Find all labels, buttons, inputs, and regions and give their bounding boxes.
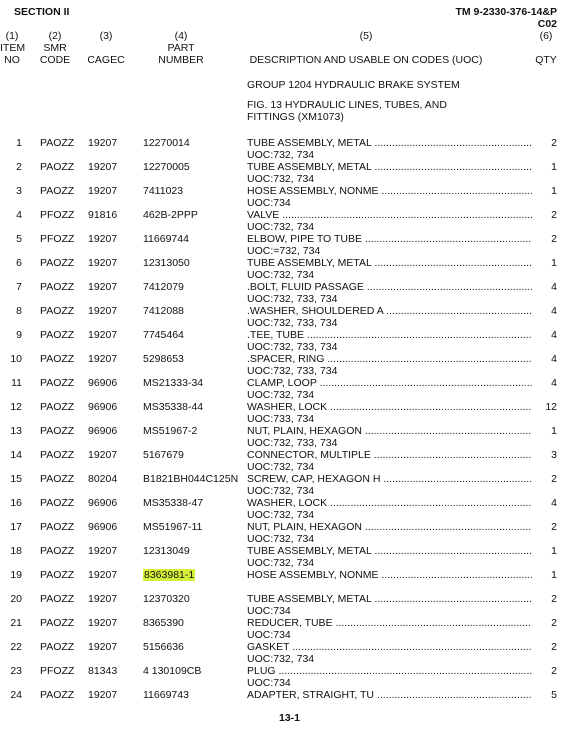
description (247, 281, 532, 293)
description (247, 545, 532, 557)
usable-on-code: UOC:732, 734 (247, 461, 315, 473)
usable-on-code: UOC:734 (247, 677, 291, 689)
group-block (247, 79, 460, 123)
cage-code: 19207 (88, 161, 118, 173)
quantity: 1 (551, 569, 557, 581)
part-number: 462B-2PPP (143, 209, 198, 221)
description-text: .BOLT, FLUID PASSAGE ..... (247, 281, 532, 293)
col-item-num: (1) (5, 30, 19, 42)
col-desc-header (226, 30, 506, 66)
item-number: 3 (16, 185, 22, 197)
tm-number: TM 9-2330-376-14&P (455, 6, 557, 18)
usable-on-code: UOC:732, 734 (247, 557, 315, 569)
smr-code: PAOZZ (40, 689, 75, 701)
description-text: .TEE, TUBE ..... (247, 329, 532, 341)
part-number: 12270014 (143, 137, 190, 149)
description-text: TUBE ASSEMBLY, METAL ..... (247, 545, 532, 557)
table-row (0, 329, 579, 353)
description-text: WASHER, LOCK ..... (247, 497, 532, 509)
smr-code: PAOZZ (40, 521, 75, 533)
part-number (143, 569, 195, 581)
description-text: HOSE ASSEMBLY, NONME ..... (247, 185, 532, 197)
quantity: 1 (551, 185, 557, 197)
description (247, 305, 532, 317)
smr-code: PAOZZ (40, 641, 75, 653)
quantity: 4 (551, 497, 557, 509)
description (247, 329, 532, 341)
cage-code: 19207 (88, 569, 118, 581)
table-row (0, 425, 579, 449)
part-number: 12270005 (143, 161, 190, 173)
part-number: MS21333-34 (143, 377, 204, 389)
cage-code: 96906 (88, 497, 118, 509)
smr-code: PAOZZ (40, 425, 75, 437)
cage-code: 19207 (88, 185, 118, 197)
quantity: 2 (551, 209, 557, 221)
quantity: 2 (551, 641, 557, 653)
item-number: 12 (10, 401, 22, 413)
smr-code: PFOZZ (40, 209, 75, 221)
col-desc-label: DESCRIPTION AND USABLE ON CODES (UOC) (249, 54, 483, 66)
usable-on-code: UOC:732, 734 (247, 509, 315, 521)
item-number: 14 (10, 449, 22, 461)
smr-code: PAOZZ (40, 185, 75, 197)
part-number: MS35338-44 (143, 401, 204, 413)
col-item-header (0, 30, 24, 66)
usable-on-code: UOC:733, 734 (247, 413, 315, 425)
table-row (0, 521, 579, 545)
description-text: TUBE ASSEMBLY, METAL ..... (247, 137, 532, 149)
col-cagec-num: (3) (99, 30, 113, 42)
table-row (0, 257, 579, 281)
table-row (0, 641, 579, 665)
table-row (0, 377, 579, 401)
description (247, 593, 532, 605)
item-number: 6 (16, 257, 22, 269)
item-number: 9 (16, 329, 22, 341)
item-number: 7 (16, 281, 22, 293)
change-number: C02 (537, 18, 557, 30)
quantity: 2 (551, 137, 557, 149)
usable-on-code: UOC:734 (247, 605, 291, 617)
item-number: 16 (10, 497, 22, 509)
smr-code: PFOZZ (40, 233, 75, 245)
description (247, 665, 532, 677)
usable-on-code: UOC:732, 734 (247, 653, 315, 665)
item-number: 1 (16, 137, 22, 149)
description-text: TUBE ASSEMBLY, METAL ..... (247, 593, 532, 605)
item-number: 22 (10, 641, 22, 653)
cage-code: 19207 (88, 257, 118, 269)
quantity: 2 (551, 617, 557, 629)
description (247, 257, 532, 269)
quantity: 4 (551, 353, 557, 365)
item-number: 2 (16, 161, 22, 173)
col-part-header (150, 30, 212, 66)
item-number: 5 (16, 233, 22, 245)
description-text: .SPACER, RING ..... (247, 353, 532, 365)
tm-header (455, 6, 557, 30)
description (247, 641, 532, 653)
description-text: WASHER, LOCK ..... (247, 401, 532, 413)
cage-code: 96906 (88, 377, 118, 389)
quantity: 4 (551, 281, 557, 293)
quantity: 4 (551, 377, 557, 389)
description (247, 401, 532, 413)
description (247, 137, 532, 149)
smr-code: PAOZZ (40, 377, 75, 389)
part-number: 11669744 (143, 233, 189, 245)
col-part-label: PART (167, 42, 195, 54)
smr-code: PAOZZ (40, 401, 75, 413)
smr-code: PAOZZ (40, 449, 75, 461)
table-row (0, 161, 579, 185)
cage-code: 19207 (88, 641, 118, 653)
smr-code: PAOZZ (40, 617, 75, 629)
quantity: 1 (551, 425, 557, 437)
quantity: 2 (551, 665, 557, 677)
table-row (0, 569, 579, 593)
highlighted-part-number: 8363981-1 (144, 569, 195, 581)
description-text: SCREW, CAP, HEXAGON H ..... (247, 473, 532, 485)
cage-code: 19207 (88, 233, 118, 245)
smr-code: PAOZZ (40, 569, 75, 581)
part-number: 7412088 (143, 305, 184, 317)
part-number: 12370320 (143, 593, 190, 605)
col-qty-header (528, 30, 564, 66)
item-number: 20 (10, 593, 22, 605)
description-text: REDUCER, TUBE ..... (247, 617, 532, 629)
col-smr-label: SMR (43, 42, 67, 54)
cage-code: 96906 (88, 401, 118, 413)
col-part-label2: NUMBER (158, 54, 204, 66)
table-row (0, 281, 579, 305)
item-number: 21 (10, 617, 22, 629)
section-label: SECTION II (14, 6, 70, 18)
table-row (0, 305, 579, 329)
description-text: TUBE ASSEMBLY, METAL ..... (247, 161, 532, 173)
part-number: 5156636 (143, 641, 184, 653)
usable-on-code: UOC:732, 733, 734 (247, 293, 338, 305)
col-item-label2: NO (4, 54, 20, 66)
item-number: 8 (16, 305, 22, 317)
description (247, 473, 532, 485)
cage-code: 19207 (88, 545, 118, 557)
smr-code: PAOZZ (40, 137, 75, 149)
quantity: 2 (551, 593, 557, 605)
column-headers (0, 30, 579, 70)
table-row (0, 185, 579, 209)
usable-on-code: UOC:732, 733, 734 (247, 317, 338, 329)
table-row (0, 617, 579, 641)
table-row (0, 545, 579, 569)
smr-code: PAOZZ (40, 257, 75, 269)
usable-on-code: UOC:734 (247, 197, 291, 209)
usable-on-code: UOC:734 (247, 629, 291, 641)
usable-on-code: UOC:732, 733, 734 (247, 437, 338, 449)
col-qty-num: (6) (539, 30, 553, 42)
smr-code: PAOZZ (40, 593, 75, 605)
cage-code: 19207 (88, 305, 118, 317)
cage-code: 19207 (88, 353, 118, 365)
description (247, 161, 532, 173)
item-number: 18 (10, 545, 22, 557)
table-row (0, 137, 579, 161)
description (247, 497, 532, 509)
smr-code: PAOZZ (40, 305, 75, 317)
item-number: 17 (10, 521, 22, 533)
cage-code: 96906 (88, 425, 118, 437)
usable-on-code: UOC:732, 734 (247, 533, 315, 545)
part-number: 11669743 (143, 689, 189, 701)
description-text: ADAPTER, STRAIGHT, TU ..... (247, 689, 532, 701)
description (247, 521, 532, 533)
quantity: 1 (551, 161, 557, 173)
smr-code: PAOZZ (40, 545, 75, 557)
smr-code: PAOZZ (40, 473, 75, 485)
smr-code: PAOZZ (40, 497, 75, 509)
item-number: 10 (10, 353, 22, 365)
part-number: MS35338-47 (143, 497, 204, 509)
table-row (0, 473, 579, 497)
item-number: 19 (10, 569, 22, 581)
cage-code: 19207 (88, 617, 118, 629)
quantity: 2 (551, 233, 557, 245)
part-number: B1821BH044C125N (143, 473, 239, 485)
item-number: 13 (10, 425, 22, 437)
description-text: VALVE ..... (247, 209, 532, 221)
usable-on-code: UOC:732, 734 (247, 269, 315, 281)
description (247, 209, 532, 221)
col-smr-label2: CODE (39, 54, 71, 66)
quantity: 1 (551, 257, 557, 269)
item-number: 23 (10, 665, 22, 677)
usable-on-code: UOC:732, 734 (247, 485, 315, 497)
description-text: PLUG ..... (247, 665, 532, 677)
quantity: 4 (551, 305, 557, 317)
description-text: .WASHER, SHOULDERED A ..... (247, 305, 532, 317)
description (247, 449, 532, 461)
part-number: MS51967-11 (143, 521, 203, 533)
cage-code: 91816 (88, 209, 118, 221)
description-text: GASKET ..... (247, 641, 532, 653)
figure-title-line1: FIG. 13 HYDRAULIC LINES, TUBES, AND (247, 99, 447, 111)
part-number: 7745464 (143, 329, 184, 341)
table-row (0, 689, 579, 713)
description-text: NUT, PLAIN, HEXAGON ..... (247, 425, 532, 437)
col-desc-num: (5) (359, 30, 373, 42)
parts-list (0, 137, 579, 713)
description-text: HOSE ASSEMBLY, NONME ..... (247, 569, 532, 581)
usable-on-code: UOC:732, 734 (247, 173, 315, 185)
col-qty-label: QTY (535, 54, 557, 66)
smr-code: PAOZZ (40, 161, 75, 173)
description (247, 569, 532, 581)
part-number: 7412079 (143, 281, 184, 293)
cage-code: 19207 (88, 593, 118, 605)
page-number: 13-1 (278, 712, 300, 724)
smr-code: PFOZZ (40, 665, 75, 677)
table-row (0, 449, 579, 473)
smr-code: PAOZZ (40, 281, 75, 293)
description-text: ELBOW, PIPE TO TUBE ..... (247, 233, 532, 245)
usable-on-code: UOC:=732, 734 (247, 245, 321, 257)
col-cagec-header (84, 30, 128, 66)
part-number: 8365390 (143, 617, 184, 629)
description-text: NUT, PLAIN, HEXAGON ..... (247, 521, 532, 533)
table-row (0, 665, 579, 689)
description (247, 185, 532, 197)
quantity: 5 (551, 689, 557, 701)
description-text: CLAMP, LOOP ..... (247, 377, 532, 389)
item-number: 4 (16, 209, 22, 221)
part-number: MS51967-2 (143, 425, 198, 437)
part-number: 5167679 (143, 449, 184, 461)
quantity: 4 (551, 329, 557, 341)
table-row (0, 497, 579, 521)
description (247, 233, 532, 245)
col-part-num: (4) (174, 30, 188, 42)
quantity: 2 (551, 473, 557, 485)
usable-on-code: UOC:732, 733, 734 (247, 365, 338, 377)
quantity: 12 (545, 401, 557, 413)
description (247, 353, 532, 365)
cage-code: 80204 (88, 473, 118, 485)
part-number: 7411023 (143, 185, 184, 197)
part-number: 12313049 (143, 545, 190, 557)
quantity: 2 (551, 521, 557, 533)
smr-code: PAOZZ (40, 329, 75, 341)
item-number: 11 (11, 377, 22, 389)
description (247, 425, 532, 437)
description-text: TUBE ASSEMBLY, METAL ..... (247, 257, 532, 269)
table-row (0, 593, 579, 617)
description (247, 689, 532, 701)
item-number: 15 (10, 473, 22, 485)
quantity: 3 (551, 449, 557, 461)
table-row (0, 353, 579, 377)
description (247, 617, 532, 629)
usable-on-code: UOC:732, 733, 734 (247, 341, 338, 353)
table-row (0, 233, 579, 257)
col-cagec-label: CAGEC (87, 54, 125, 66)
description-text: CONNECTOR, MULTIPLE ..... (247, 449, 532, 461)
part-number: 12313050 (143, 257, 190, 269)
usable-on-code: UOC:732, 734 (247, 149, 315, 161)
cage-code: 19207 (88, 449, 118, 461)
usable-on-code: UOC:732, 734 (247, 389, 315, 401)
usable-on-code: UOC:732, 734 (247, 221, 315, 233)
cage-code: 81343 (88, 665, 118, 677)
part-number: 4 130109CB (143, 665, 202, 677)
cage-code: 19207 (88, 137, 118, 149)
cage-code: 19207 (88, 689, 118, 701)
part-number: 5298653 (143, 353, 184, 365)
item-number: 24 (10, 689, 22, 701)
quantity: 1 (551, 545, 557, 557)
col-item-label: ITEM (0, 42, 26, 54)
smr-code: PAOZZ (40, 353, 75, 365)
description (247, 377, 532, 389)
col-smr-header (36, 30, 74, 66)
cage-code: 19207 (88, 281, 118, 293)
group-title: GROUP 1204 HYDRAULIC BRAKE SYSTEM (247, 79, 460, 91)
cage-code: 19207 (88, 329, 118, 341)
figure-title-line2: FITTINGS (XM1073) (247, 111, 344, 123)
table-row (0, 401, 579, 425)
table-row (0, 209, 579, 233)
col-smr-num: (2) (48, 30, 62, 42)
cage-code: 96906 (88, 521, 118, 533)
